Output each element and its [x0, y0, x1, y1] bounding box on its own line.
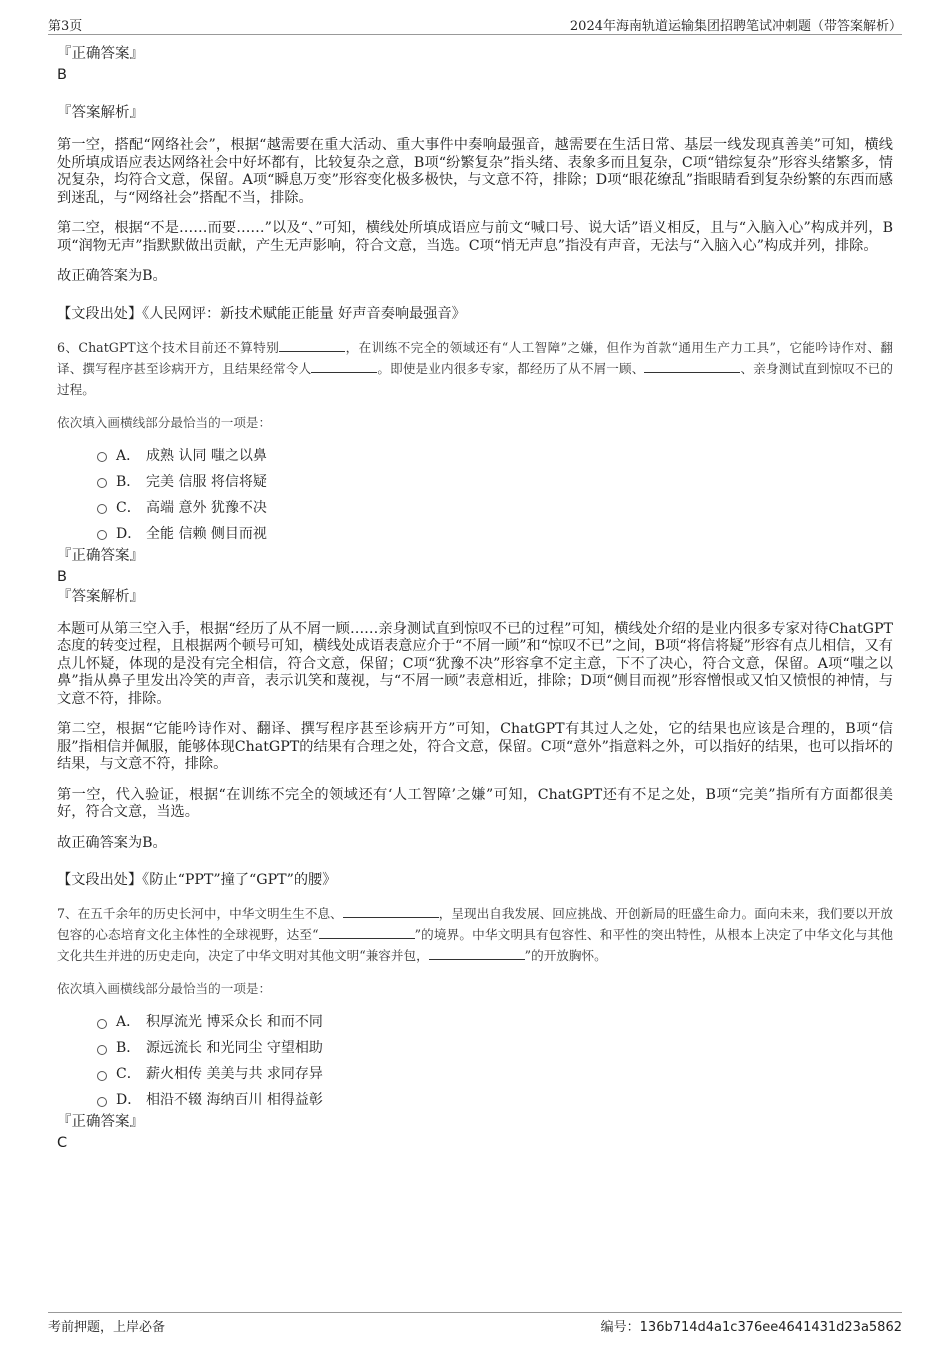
radio-icon[interactable] [97, 1097, 107, 1107]
fill-blank [644, 358, 740, 373]
answer-value: B [57, 568, 67, 585]
fill-blank [319, 924, 415, 939]
conclusion: 故正确答案为B。 [57, 268, 167, 284]
analysis-paragraph: 本题可从第三空入手，根据“经历了从不屑一顾……亲身测试直到惊叹不已的过程”可知，横线处介绍的是业内很多专家对待ChatGPT态度的转变过程，且根据两个顿号可知，横线处成语表意应介于“不屑一顾”和“惊叹不已”之间，B项“将信将疑”形容有点儿相信，又有点儿怀疑，体现的是没有完全相信，符合文意，保留；C项“犹豫不决”形容拿不定主意，下不了决心，符合文意，保留。A项“嗤之以鼻”指从鼻子里发出冷笑的声音，表示讥笑和蔑视，与“不屑一顾”表意相近，排除；D项“侧目而视”形容憎恨或又怕又愤恨的神情，与文意不符，排除。 [57, 620, 893, 707]
option-b[interactable]: B． 源远流长 和光同尘 守望相助 [97, 1034, 893, 1060]
page-content [57, 44, 893, 1153]
analysis-label: 『答案解析』 [57, 588, 144, 605]
radio-icon[interactable] [97, 530, 107, 540]
fill-blank [279, 337, 345, 352]
answer-label: 『正确答案』 [57, 547, 144, 564]
fill-blank [343, 903, 439, 918]
question-stem: 6、ChatGPT这个技术目前还不算特别 ，在训练不完全的领域还有“人工智障”之嫌，但作为首款“通用生产力工具”，它能吟诗作对、翻译、撰写程序甚至诊病开方，且结果经常令人 。即使是业内很多专家，都经历了从不屑一顾、 、亲身测试直到惊叹不已的过程。 [57, 337, 893, 400]
option-a[interactable]: A． 成熟 认同 嗤之以鼻 [97, 442, 893, 468]
source-citation: 【文段出处】《人民网评：新技术赋能正能量 好声音奏响最强音》 [57, 305, 466, 322]
page-footer [48, 1312, 902, 1335]
document-code: 编号：136b714d4a1c376ee4641431d23a5862 [600, 1320, 902, 1335]
option-b[interactable]: B． 完美 信服 将信将疑 [97, 468, 893, 494]
footer-slogan: 考前押题，上岸必备 [48, 1320, 166, 1335]
page-number: 第3页 [48, 19, 83, 34]
answer-label: 『正确答案』 [57, 1114, 144, 1130]
option-c[interactable]: C． 高端 意外 犹豫不决 [97, 494, 893, 520]
conclusion: 故正确答案为B。 [57, 834, 167, 851]
answer-value: B [57, 67, 67, 83]
option-c[interactable]: C． 薪火相传 美美与共 求同存异 [97, 1060, 893, 1086]
analysis-paragraph: 第二空，根据“它能吟诗作对、翻译、撰写程序甚至诊病开方”可知，ChatGPT有其过人之处，它的结果也应该是合理的，B项“信服”指相信并佩服，能够体现ChatGPT的结果有合理之处，符合文意，保留。C项“意外”指意料之外，可以指好的结果，也可以指坏的结果，与文意不符，排除。 [57, 721, 893, 772]
fill-blank [429, 945, 525, 960]
document-title: 2024年海南轨道运输集团招聘笔试冲刺题（带答案解析） [569, 19, 902, 34]
option-d[interactable]: D． 全能 信赖 侧目而视 [97, 520, 893, 546]
option-d[interactable]: D． 相沿不辍 海纳百川 相得益彰 [97, 1086, 893, 1112]
radio-icon[interactable] [97, 1019, 107, 1029]
analysis-paragraph: 第一空，代入验证，根据“在训练不完全的领域还有‘人工智障’之嫌”可知，ChatGPT还有不足之处，B项“完美”指所有方面都很美好，符合文意，当选。 [57, 786, 893, 820]
radio-icon[interactable] [97, 1045, 107, 1055]
question-stem: 7、在五千余年的历史长河中，中华文明生生不息、 ，呈现出自我发展、回应挑战、开创新局的旺盛生命力。面向未来，我们要以开放包容的心态培育文化主体性的全球视野，达至“ ”的境界。中华文明具有包容性、和平性的突出特性，从根本上决定了中华文化与其他文化共生并进的历史走向，决定了中华文明对其他文明“兼容并包， ”的开放胸怀。 [57, 903, 893, 966]
radio-icon[interactable] [97, 478, 107, 488]
option-a[interactable]: A． 积厚流光 博采众长 和而不同 [97, 1008, 893, 1034]
page-header [48, 14, 902, 35]
fill-blank [311, 358, 377, 373]
analysis-paragraph: 第一空，搭配“网络社会”，根据“越需要在重大活动、重大事件中奏响最强音，越需要在生活日常、基层一线发现真善美”可知，横线处所填成语应表达网络社会中好坏都有，比较复杂之意，B项“纷繁复杂”指头绪、表象多而且复杂，C项“错综复杂”形容头绪繁多，情况复杂，均符合文意，保留。A项“瞬息万变”形容变化极多极快，与文意不符，排除；D项“眼花缭乱”指眼睛看到复杂纷繁的东西而感到迷乱，与“网络社会”搭配不当，排除。 [57, 137, 893, 206]
question-instruction: 依次填入画横线部分最恰当的一项是： [57, 414, 272, 430]
question-instruction: 依次填入画横线部分最恰当的一项是： [57, 981, 272, 996]
option-list [97, 1008, 893, 1112]
analysis-paragraph: 第二空，根据“不是……而要……”以及“、”可知，横线处所填成语应与前文“喊口号、说大话”语义相反，且与“入脑入心”构成并列，B项“润物无声”指默默做出贡献，产生无声影响，符合文意，当选。C项“悄无声息”指没有声音，无法与“入脑入心”构成并列，排除。 [57, 220, 893, 254]
radio-icon[interactable] [97, 452, 107, 462]
answer-label: 『正确答案』 [57, 46, 144, 62]
radio-icon[interactable] [97, 504, 107, 514]
radio-icon[interactable] [97, 1071, 107, 1081]
analysis-label: 『答案解析』 [57, 105, 144, 121]
source-citation: 【文段出处】《防止“PPT”撞了“GPT”的腰》 [57, 872, 337, 888]
option-list [97, 442, 893, 546]
answer-value: C [57, 1135, 68, 1151]
